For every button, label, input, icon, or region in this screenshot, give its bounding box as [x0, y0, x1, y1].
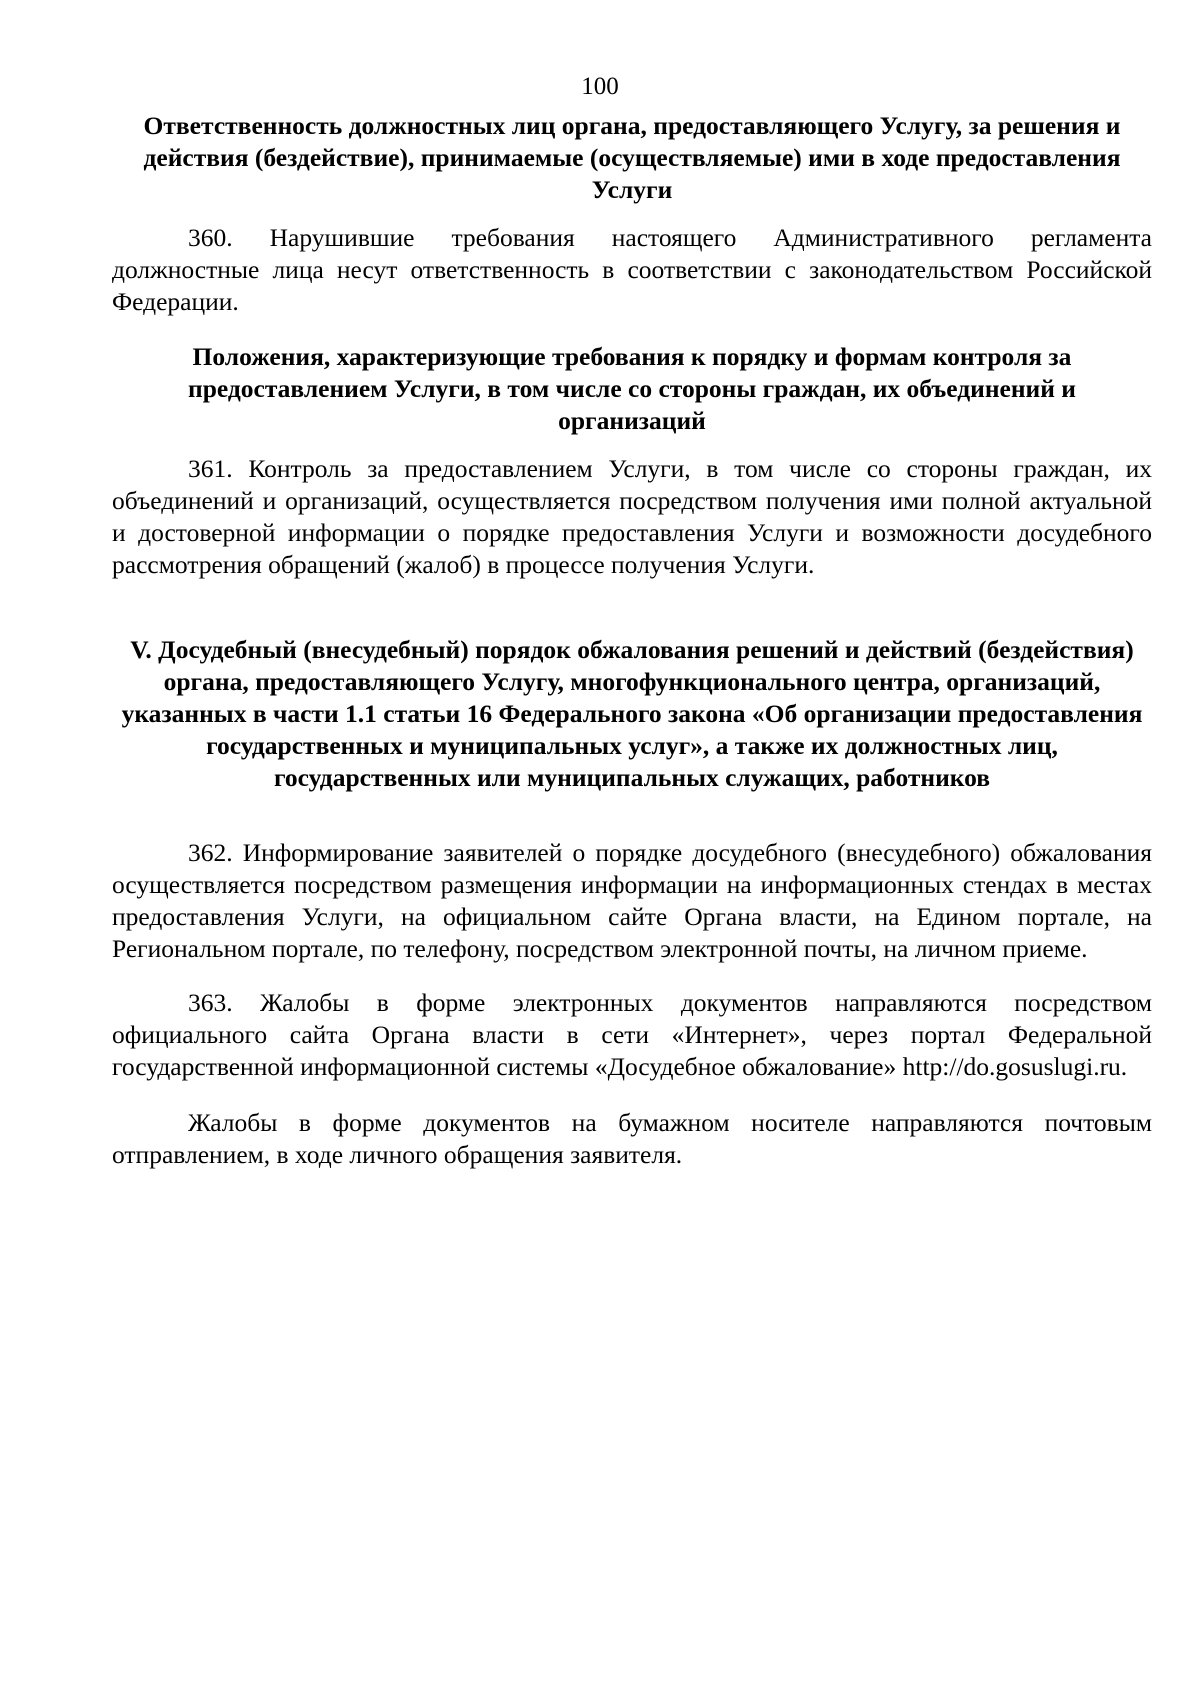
- paragraph-361: 361. Контроль за предоставлением Услуги, в том числе со стороны граждан, их объединений и организаций, осуществляется посредством получения ими полной актуальной и достоверной информации о порядке предоставления Услуги и возможности досудебного рассмотрения обращений (жалоб) в процессе получения Услуги.: [112, 454, 1152, 579]
- paragraph-363: 363. Жалобы в форме электронных документов направляются посредством официального сайта Органа власти в сети «Интернет», через портал Федеральной государственной информационной системы «Досудебное обжалование» http://do.gosuslugi.ru.: [112, 988, 1152, 1081]
- paragraph-360: 360. Нарушившие требования настоящего Административного регламента должностные лица несут ответственность в соответствии с законодательством Российской Федерации.: [112, 223, 1152, 316]
- section-heading-responsibility: Ответственность должностных лиц органа, предоставляющего Услугу, за решения и действия (бездействие), принимаемые (осуществляемые) ими в ходе предоставления Услуги: [143, 111, 1121, 204]
- page-number: 100: [581, 73, 619, 100]
- paragraph-362: 362. Информирование заявителей о порядке досудебного (внесудебного) обжалования осуществляется посредством размещения информации на информационных стендах в местах предоставления Услуги, на официальном сайте Органа власти, на Едином портале, на Региональном портале, по телефону, посредством электронной почты, на личном приеме.: [112, 838, 1152, 963]
- paragraph-paper-complaints: Жалобы в форме документов на бумажном носителе направляются почтовым отправлением, в ходе личного обращения заявителя.: [112, 1108, 1152, 1169]
- section-heading-control: Положения, характеризующие требования к порядку и формам контроля за предоставлением Услуги, в том числе со стороны граждан, их объединений и организаций: [188, 342, 1076, 435]
- section-heading-appeal: V. Досудебный (внесудебный) порядок обжалования решений и действий (бездействия) органа, предоставляющего Услугу, многофункционального центра, организаций, указанных в части 1.1 статьи 16 Федерального закона «Об организации предоставления государственных и муниципальных услуг», а также их должностных лиц, государственных или муниципальных служащих, работников: [121, 635, 1143, 792]
